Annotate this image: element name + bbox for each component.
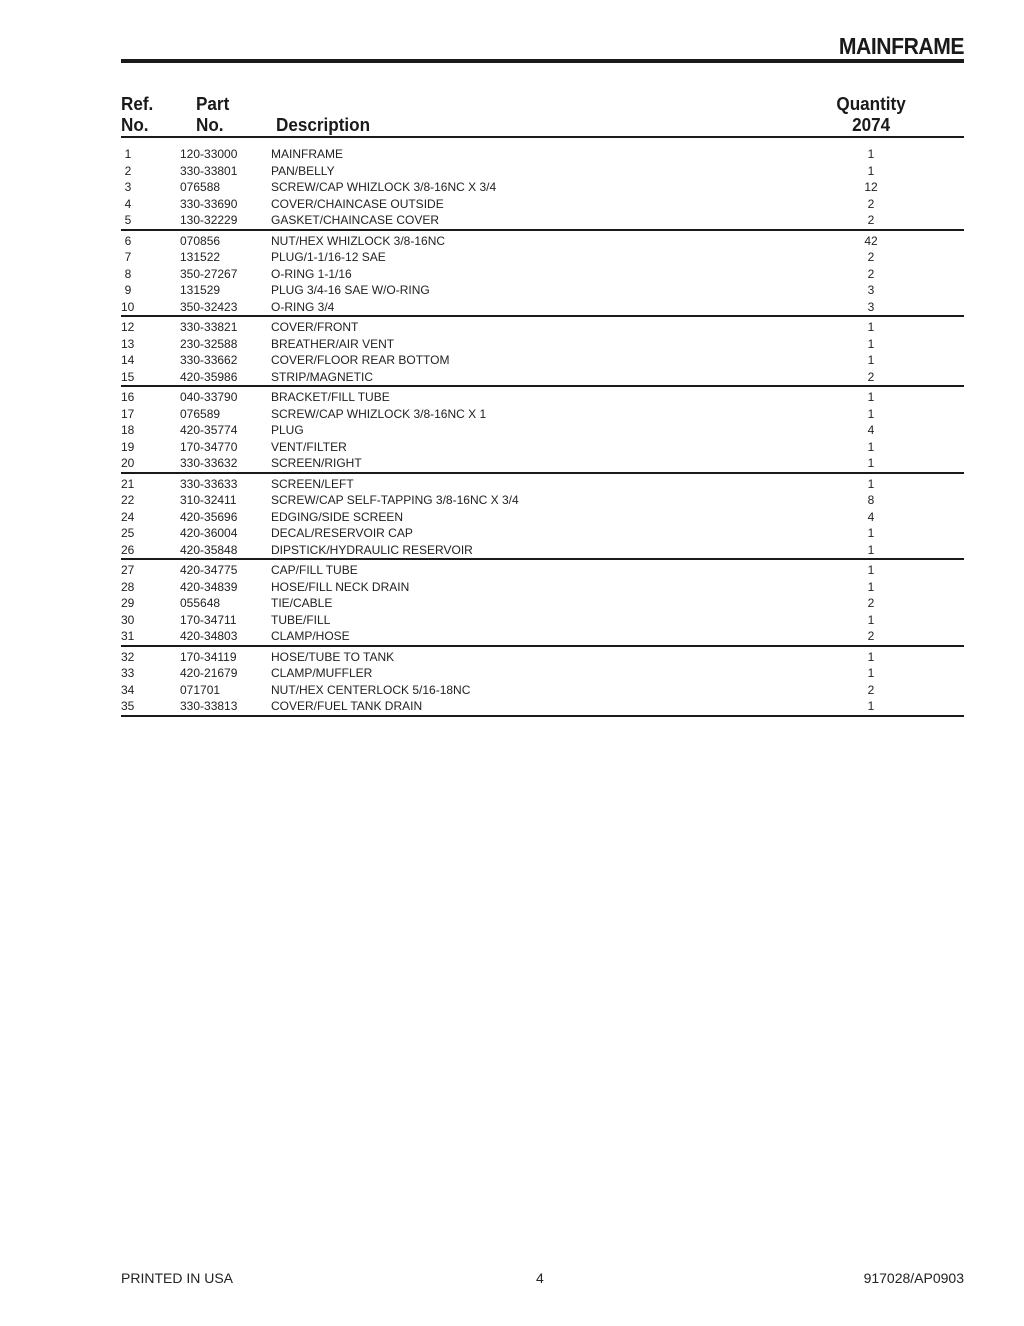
ref-no-cell: 12 <box>121 320 135 334</box>
description-cell: SCREW/CAP WHIZLOCK 3/8-16NC X 1 <box>271 406 487 421</box>
ref-no-cell: 22 <box>121 493 135 507</box>
part-no-cell: 071701 <box>180 682 221 697</box>
footer-printed-in: PRINTED IN USA <box>121 1270 234 1286</box>
table-row <box>121 389 964 406</box>
quantity-cell: 2 <box>867 250 875 264</box>
part-no-cell: 330-33633 <box>180 476 238 491</box>
quantity-cell: 1 <box>867 542 875 557</box>
page-title: MAINFRAME <box>838 33 964 59</box>
description-cell: COVER/FRONT <box>271 320 359 334</box>
ref-no-cell: 8 <box>124 266 132 281</box>
table-row <box>121 439 964 456</box>
quantity-cell: 1 <box>867 336 875 351</box>
part-no-cell: 076589 <box>180 406 221 421</box>
table-row <box>121 249 964 266</box>
ref-no-cell: 6 <box>124 233 132 248</box>
quantity-cell: 1 <box>867 476 875 491</box>
footer-doc-code: 917028/AP0903 <box>863 1270 964 1286</box>
quantity-cell: 2 <box>867 196 875 211</box>
table-row <box>121 509 964 526</box>
ref-no-cell: 26 <box>121 542 135 557</box>
quantity-cell: 8 <box>867 493 875 507</box>
quantity-cell: 2 <box>867 629 875 643</box>
table-row <box>121 406 964 423</box>
part-no-cell: 330-33690 <box>180 196 238 211</box>
part-no-cell: 120-33000 <box>180 147 238 161</box>
ref-no-cell: 16 <box>121 390 135 404</box>
ref-no-cell: 18 <box>121 423 135 437</box>
title-rule <box>121 59 964 63</box>
ref-no-cell: 29 <box>121 596 135 610</box>
description-cell: HOSE/FILL NECK DRAIN <box>271 579 410 594</box>
row-group <box>121 146 964 231</box>
table-row <box>121 649 964 666</box>
parts-table <box>121 146 964 719</box>
quantity-cell: 4 <box>867 509 875 524</box>
part-no-cell: 131522 <box>180 250 221 264</box>
description-cell: DIPSTICK/HYDRAULIC RESERVOIR <box>271 542 473 557</box>
part-no-cell: 310-32411 <box>180 493 237 507</box>
part-no-cell: 040-33790 <box>180 390 238 404</box>
description-cell: PLUG 3/4-16 SAE W/O-RING <box>271 283 430 297</box>
row-group <box>121 476 964 561</box>
table-row <box>121 682 964 699</box>
ref-no-cell: 30 <box>121 612 135 627</box>
part-no-cell: 330-33632 <box>180 456 238 470</box>
part-no-cell: 170-34711 <box>180 612 237 627</box>
ref-no-cell: 2 <box>124 163 132 178</box>
quantity-cell: 12 <box>864 180 878 194</box>
row-group <box>121 562 964 647</box>
ref-no-cell: 35 <box>121 699 135 713</box>
quantity-cell: 1 <box>867 666 875 680</box>
table-row <box>121 542 964 559</box>
description-cell: O-RING 1-1/16 <box>271 266 352 281</box>
description-cell: BREATHER/AIR VENT <box>271 336 395 351</box>
part-no-cell: 055648 <box>180 596 221 610</box>
table-row <box>121 233 964 250</box>
table-row <box>121 579 964 596</box>
table-row <box>121 422 964 439</box>
part-no-cell: 420-36004 <box>180 526 238 540</box>
quantity-cell: 1 <box>867 147 875 161</box>
quantity-cell: 1 <box>867 526 875 540</box>
description-cell: SCREW/CAP SELF-TAPPING 3/8-16NC X 3/4 <box>271 493 519 507</box>
ref-no-cell: 32 <box>121 649 135 664</box>
row-group <box>121 389 964 474</box>
table-row <box>121 212 964 229</box>
quantity-cell: 1 <box>867 406 875 421</box>
part-no-cell: 076588 <box>180 180 221 194</box>
footer-page-number: 4 <box>536 1270 544 1286</box>
ref-no-cell: 25 <box>121 526 135 540</box>
table-row <box>121 369 964 386</box>
ref-no-cell: 33 <box>121 666 135 680</box>
part-no-cell: 070856 <box>180 233 221 248</box>
part-no-cell: 131529 <box>180 283 221 297</box>
quantity-cell: 42 <box>864 233 878 248</box>
ref-no-cell: 9 <box>124 283 132 297</box>
quantity-cell: 2 <box>867 369 875 384</box>
ref-no-cell: 10 <box>121 299 135 314</box>
description-cell: SCREEN/LEFT <box>271 476 354 491</box>
header-rule <box>121 136 964 138</box>
description-cell: PAN/BELLY <box>271 163 335 178</box>
part-no-cell: 330-33821 <box>180 320 238 334</box>
quantity-cell: 1 <box>867 439 875 454</box>
header-part-line1: Part <box>196 94 230 114</box>
description-cell: STRIP/MAGNETIC <box>271 369 374 384</box>
ref-no-cell: 19 <box>121 439 135 454</box>
description-cell: PLUG/1-1/16-12 SAE <box>271 250 386 264</box>
part-no-cell: 420-35696 <box>180 509 238 524</box>
description-cell: TIE/CABLE <box>271 596 333 610</box>
ref-no-cell: 7 <box>124 250 132 264</box>
header-ref-line1: Ref. <box>121 94 154 114</box>
description-cell: COVER/FUEL TANK DRAIN <box>271 699 423 713</box>
table-row <box>121 282 964 299</box>
table-row <box>121 336 964 353</box>
part-no-cell: 350-27267 <box>180 266 238 281</box>
table-row <box>121 455 964 472</box>
part-no-cell: 350-32423 <box>180 299 238 314</box>
table-row <box>121 146 964 163</box>
part-no-cell: 130-32229 <box>180 213 238 227</box>
quantity-cell: 1 <box>867 390 875 404</box>
quantity-cell: 3 <box>867 283 875 297</box>
description-cell: CLAMP/HOSE <box>271 629 350 643</box>
table-row <box>121 595 964 612</box>
description-cell: EDGING/SIDE SCREEN <box>271 509 404 524</box>
description-cell: GASKET/CHAINCASE COVER <box>271 213 440 227</box>
table-row <box>121 179 964 196</box>
part-no-cell: 420-35986 <box>180 369 238 384</box>
quantity-cell: 1 <box>867 456 875 470</box>
table-row <box>121 163 964 180</box>
header-description: Description <box>276 115 371 135</box>
table-row <box>121 698 964 715</box>
ref-no-cell: 28 <box>121 579 135 594</box>
table-row <box>121 266 964 283</box>
description-cell: SCREW/CAP WHIZLOCK 3/8-16NC X 3/4 <box>271 180 497 194</box>
ref-no-cell: 24 <box>121 509 135 524</box>
header-part-line2: No. <box>196 115 224 135</box>
header-quantity-model: 2074 <box>852 115 891 135</box>
table-row <box>121 665 964 682</box>
description-cell: VENT/FILTER <box>271 439 347 454</box>
part-no-cell: 420-34803 <box>180 629 238 643</box>
ref-no-cell: 13 <box>121 336 135 351</box>
quantity-cell: 2 <box>867 682 875 697</box>
description-cell: COVER/CHAINCASE OUTSIDE <box>271 196 444 211</box>
table-row <box>121 196 964 213</box>
table-header <box>121 94 964 136</box>
ref-no-cell: 20 <box>121 456 135 470</box>
description-cell: CLAMP/MUFFLER <box>271 666 373 680</box>
description-cell: CAP/FILL TUBE <box>271 563 358 577</box>
ref-no-cell: 17 <box>121 406 135 421</box>
ref-no-cell: 4 <box>124 196 132 211</box>
description-cell: MAINFRAME <box>271 147 343 161</box>
table-row <box>121 562 964 579</box>
description-cell: NUT/HEX WHIZLOCK 3/8-16NC <box>271 233 446 248</box>
table-row <box>121 352 964 369</box>
row-group <box>121 649 964 717</box>
table-row <box>121 492 964 509</box>
description-cell: COVER/FLOOR REAR BOTTOM <box>271 353 450 367</box>
quantity-cell: 2 <box>867 266 875 281</box>
quantity-cell: 4 <box>867 423 875 437</box>
table-row <box>121 628 964 645</box>
ref-no-cell: 14 <box>121 353 135 367</box>
page-footer <box>121 1269 964 1287</box>
description-cell: TUBE/FILL <box>271 612 331 627</box>
ref-no-cell: 34 <box>121 682 135 697</box>
header-quantity-line1: Quantity <box>836 94 906 114</box>
quantity-cell: 3 <box>867 299 875 314</box>
quantity-cell: 1 <box>867 320 875 334</box>
table-row <box>121 476 964 493</box>
table-row <box>121 525 964 542</box>
description-cell: NUT/HEX CENTERLOCK 5/16-18NC <box>271 682 471 697</box>
quantity-cell: 1 <box>867 353 875 367</box>
quantity-cell: 1 <box>867 163 875 178</box>
quantity-cell: 2 <box>867 213 875 227</box>
quantity-cell: 1 <box>867 649 875 664</box>
quantity-cell: 1 <box>867 579 875 594</box>
quantity-cell: 1 <box>867 563 875 577</box>
row-group <box>121 233 964 318</box>
description-cell: SCREEN/RIGHT <box>271 456 362 470</box>
table-row <box>121 612 964 629</box>
ref-no-cell: 27 <box>121 563 135 577</box>
header-ref-line2: No. <box>121 115 149 135</box>
ref-no-cell: 1 <box>124 147 132 161</box>
description-cell: O-RING 3/4 <box>271 299 335 314</box>
part-no-cell: 420-35774 <box>180 423 238 437</box>
ref-no-cell: 5 <box>124 213 132 227</box>
description-cell: PLUG <box>271 423 304 437</box>
ref-no-cell: 31 <box>121 629 135 643</box>
table-row <box>121 299 964 316</box>
quantity-cell: 1 <box>867 612 875 627</box>
ref-no-cell: 15 <box>121 369 135 384</box>
quantity-cell: 1 <box>867 699 875 713</box>
part-no-cell: 170-34770 <box>180 439 238 454</box>
part-no-cell: 330-33813 <box>180 699 238 713</box>
part-no-cell: 420-35848 <box>180 542 238 557</box>
quantity-cell: 2 <box>867 596 875 610</box>
part-no-cell: 170-34119 <box>180 649 237 664</box>
ref-no-cell: 3 <box>124 180 132 194</box>
ref-no-cell: 21 <box>121 476 135 491</box>
part-no-cell: 420-34775 <box>180 563 238 577</box>
description-cell: DECAL/RESERVOIR CAP <box>271 526 413 540</box>
description-cell: BRACKET/FILL TUBE <box>271 390 390 404</box>
table-row <box>121 319 964 336</box>
part-no-cell: 420-34839 <box>180 579 238 594</box>
part-no-cell: 330-33662 <box>180 353 238 367</box>
part-no-cell: 420-21679 <box>180 666 238 680</box>
part-no-cell: 230-32588 <box>180 336 238 351</box>
row-group <box>121 319 964 387</box>
description-cell: HOSE/TUBE TO TANK <box>271 649 395 664</box>
part-no-cell: 330-33801 <box>180 163 238 178</box>
